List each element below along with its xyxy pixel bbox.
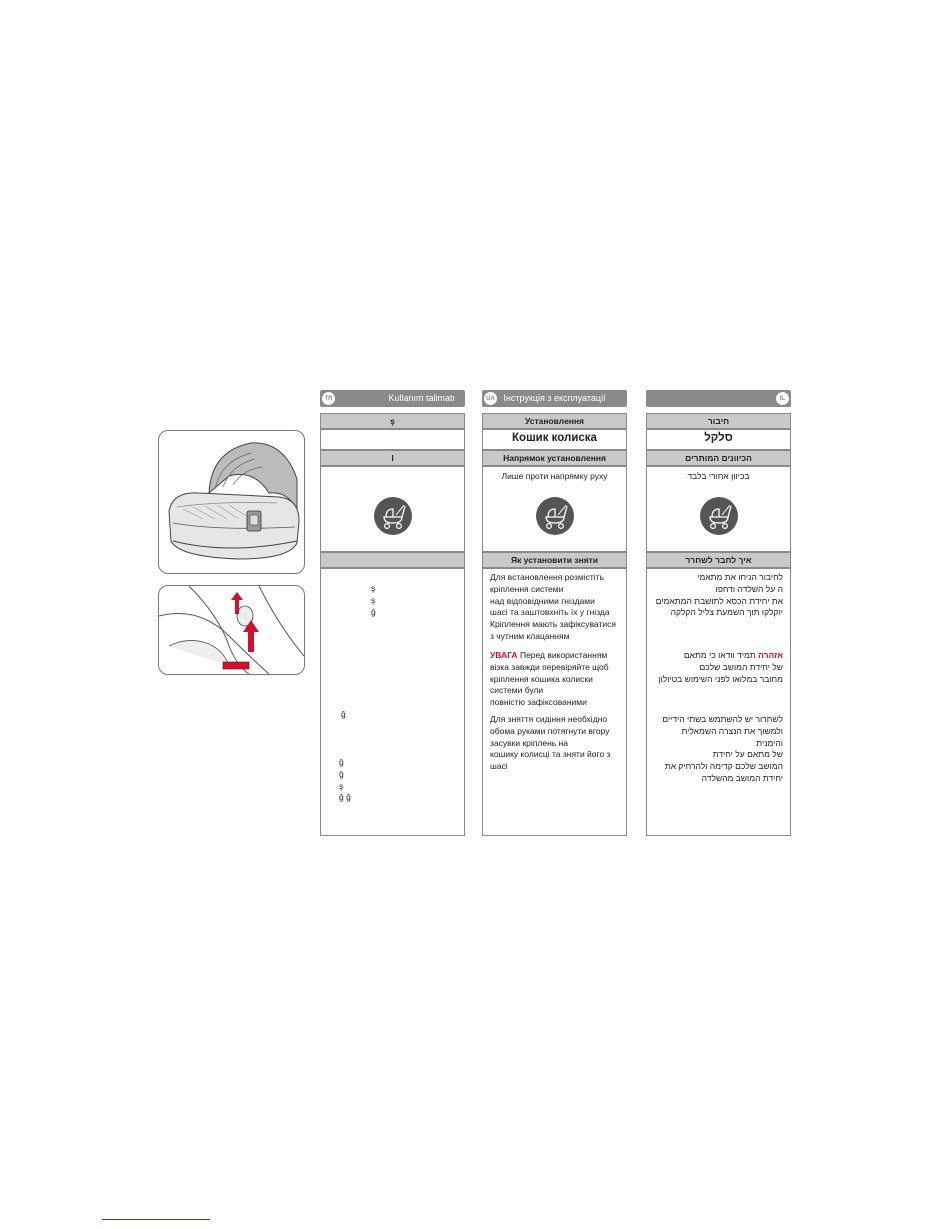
footnote-rule bbox=[102, 1219, 210, 1220]
language-badge-il: IL bbox=[775, 391, 790, 406]
rear-facing-stroller-icon bbox=[374, 497, 412, 535]
rear-facing-stroller-icon bbox=[536, 497, 574, 535]
direction-text-ua: Лише проти напрямку руху bbox=[501, 471, 608, 481]
attach-instructions-ua: Для встановлення розмістіть кріплення системи над відповідними гніздами шасі та заштовхніть їх у гнізда Кріплення мають зафіксуватися з чутним клацанням bbox=[490, 572, 616, 641]
section-how-to-ua: Як установити зняти bbox=[482, 552, 627, 568]
release-latch-illustration bbox=[158, 585, 305, 675]
tab-il bbox=[646, 390, 791, 407]
direction-text-tr bbox=[321, 467, 464, 473]
column-tr bbox=[320, 390, 465, 803]
section-how-to-tr bbox=[320, 552, 465, 568]
section-installation-ua: Установлення bbox=[482, 413, 627, 429]
language-badge-tr: TR bbox=[321, 391, 336, 406]
column-ua bbox=[482, 390, 627, 772]
tab-title-ua: Інструкція з експлуатації bbox=[503, 393, 606, 403]
attach-instructions-tr: ş ş ğ bbox=[371, 583, 376, 617]
instructions-box-ua bbox=[482, 568, 627, 836]
warning-text-ua: Перед використанням візка завжди перевіряйте щоб кріплення кошика колиски системи були повністю зафіксованими bbox=[490, 650, 609, 708]
product-name-ua: Кошик колиска bbox=[482, 429, 627, 450]
section-how-to-il: איך לחבר לשחרר bbox=[646, 552, 791, 568]
instructions-box-tr bbox=[320, 568, 465, 836]
warning-label-ua: УВАГА bbox=[490, 650, 518, 660]
tab-title-tr: Kullanım talimatı bbox=[388, 393, 455, 403]
section-direction-ua: Напрямок установлення bbox=[482, 450, 627, 466]
direction-box-il bbox=[646, 466, 791, 552]
language-badge-ua: UA bbox=[483, 391, 498, 406]
tab-tr bbox=[320, 390, 465, 407]
warning-text-tr: ğ bbox=[341, 709, 346, 719]
direction-box-tr bbox=[320, 466, 465, 552]
warning-block-il bbox=[647, 650, 790, 685]
release-instructions-ua: Для зняття сидіння необхідно обома руками потягнути вгору засувки кріплень на кошику колисці та зняти його з шасі bbox=[490, 714, 611, 772]
warning-text-il: תמיד וודאו כי מתאם של יחידת המושב שלכם מחובר במלואו לפני השימוש בטיולון bbox=[658, 650, 783, 684]
section-installation-tr: ş bbox=[320, 413, 465, 429]
section-direction-tr: l bbox=[320, 450, 465, 466]
direction-text-il: בכיוון אחורי בלבד bbox=[687, 471, 750, 481]
instructions-box-il bbox=[646, 568, 791, 836]
attach-instructions-il: לחיבור הניחו את מתאמי ה על השלדה ודחפו את יחידת הכסא לתושבת המתאמים יוקלקו תוך השמעת צליל הקלקה bbox=[655, 572, 783, 618]
product-name-il: סלקל bbox=[646, 429, 791, 450]
tab-ua bbox=[482, 390, 627, 407]
section-direction-il: הכיוונים המותרים bbox=[646, 450, 791, 466]
direction-box-ua bbox=[482, 466, 627, 552]
product-name-tr bbox=[320, 429, 465, 450]
release-instructions-tr: ğ ğ ş ğ ğ bbox=[339, 757, 351, 803]
carrycot-illustration bbox=[158, 430, 305, 574]
section-installation-il: חיבור bbox=[646, 413, 791, 429]
warning-block-ua bbox=[483, 650, 626, 709]
column-il bbox=[646, 390, 791, 783]
release-instructions-il: לשחרור יש להשתמש בשתי הידיים ולמשוך את הנצרה השמאלית והימנית של מתאם על יחידת המושב שלכם קדימה ולהרחיק את יחידת המושב מהשלדה bbox=[662, 714, 783, 783]
warning-label-il: אזהרה bbox=[758, 650, 783, 660]
rear-facing-stroller-icon bbox=[700, 497, 738, 535]
